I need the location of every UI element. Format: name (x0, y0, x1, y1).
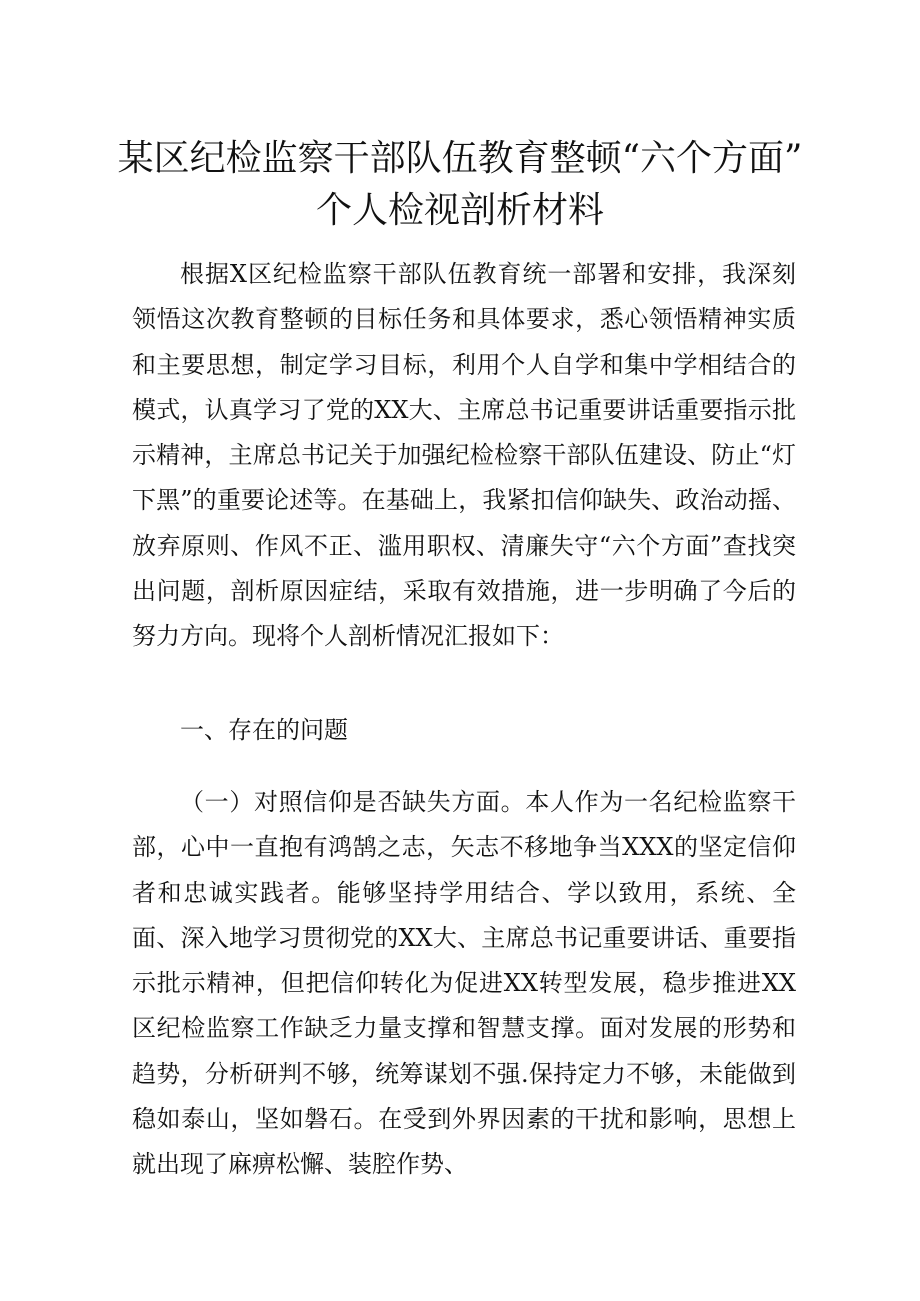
intro-paragraph: 根据X区纪检监察干部队伍教育统一部署和安排，我深刻领悟这次教育整顿的目标任务和具体要求，悉心领悟精神实质和主要思想，制定学习目标，利用个人自学和集中学相结合的模式，认真学习了党的XX大、主席总书记重要讲话重要指示批示精神，主席总书记关于加强纪检检察干部队伍建设、防止“灯下黑”的重要论述等。在基础上，我紧扣信仰缺失、政治动摇、放弃原则、作风不正、滥用职权、清廉失守“六个方面”查找突出问题，剖析原因症结，采取有效措施，进一步明确了今后的努力方向。现将个人剖析情况汇报如下： (132, 260, 796, 651)
document-title-line-2: 个人检视剖析材料 (315, 190, 604, 231)
subsection-paragraph-belief: （一）对照信仰是否缺失方面。本人作为一名纪检监察干部，心中一直抱有鸿鹄之志，矢志不移地争当XXX的坚定信仰者和忠诚实践者。能够坚持学用结合、学以致用，系统、全面、深入地学习贯彻党的XX大、主席总书记重要讲话、重要指示批示精神，但把信仰转化为促进XX转型发展，稳步推进XX区纪检监察工作缺乏力量支撑和智慧支撑。面对发展的形势和趋势，分析研判不够，统筹谋划不强.保持定力不够，未能做到稳如泰山，坚如磐石。在受到外界因素的干扰和影响，思想上就出现了麻痹松懈、装腔作势、 (132, 788, 796, 1179)
document-title-line-1: 某区纪检监察干部队伍教育整顿“六个方面” (117, 138, 803, 179)
section-heading-problems: 一、存在的问题 (180, 716, 348, 744)
